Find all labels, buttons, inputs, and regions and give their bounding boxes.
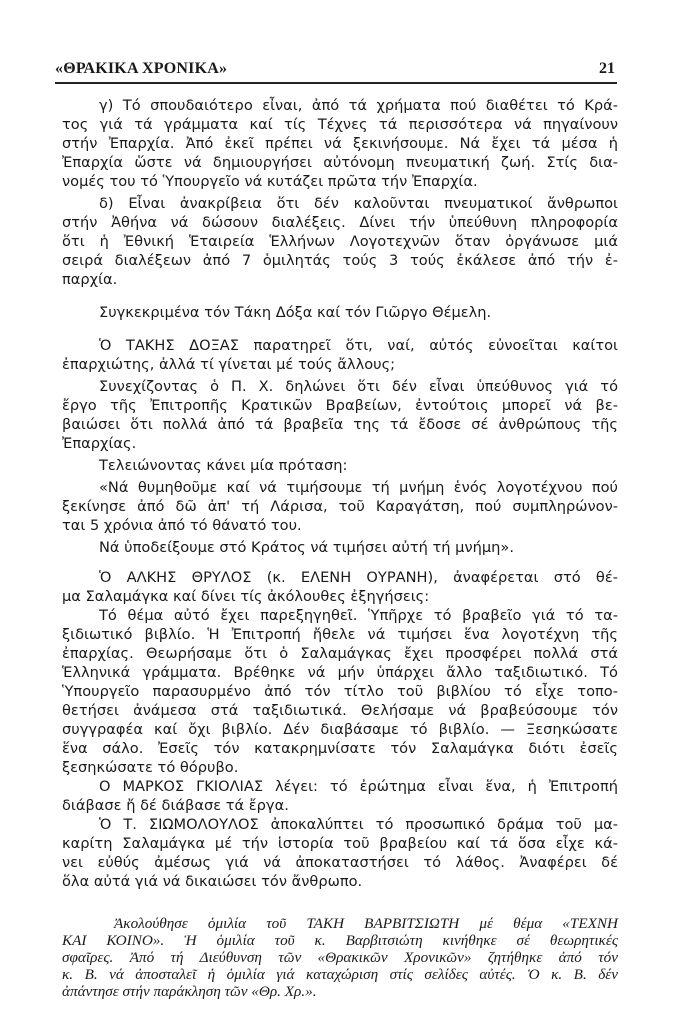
note-line: Ἀκολούθησε ὁμιλία τοῦ ΤΑΚΗ ΒΑΡΒΙΤΣΙΩΤΗ μέ θέμα «ΤΕΧΝΗ <box>114 915 618 932</box>
note-line: ἀπάντησε στήν παράκληση τῶν «Θρ. Χρ.». <box>62 983 317 1000</box>
note-line: ΚΑΙ ΚΟΙΝΟ». Ἡ ὁμιλία τοῦ κ. Βαρβιτσιώτη κινήθηκε σέ θεωρητικές <box>62 932 618 949</box>
text-line: συγγραφέα καί ὄχι βιβλίο. Δέν διαβάσαμε τό βιβλίο. — Ξεσηκώσατε <box>62 721 618 738</box>
text-line: νομές του τό Ὑπουργεῖο νά κυτάζει πρῶτα τήν Ἐπαρχία. <box>62 173 478 190</box>
paragraph <box>62 96 618 191</box>
text-line: στήν Ἐπαρχία. Ἀπό ἐκεῖ πρέπει νά ξεκινήσουμε. Νά ἔχει τά μέσα ἡ <box>62 135 618 152</box>
text-line: καρίτη Σαλαμάγκα μέ τήν ἱστορία τοῦ βραβείου καί τά ὅσα εἶχε κά- <box>62 835 618 852</box>
text-line: δ) Εἶναι ἀνακρίβεια ὅτι δέν καλοῦνται πνευματικοί ἄνθρωποι <box>99 195 618 212</box>
text-line: ἔργο τῆς Ἐπιτροπῆς Κρατικῶν Βραβείων, ἐντούτοις μπορεῖ νά βε- <box>62 397 618 414</box>
note-line: σφαῖρες. Ἀπό τή Διεύθυνση τῶν «Θρακικῶν Χρονικῶν» ζητήθηκε ἀπό τόν <box>62 949 618 966</box>
text-line: σειρά διαλέξεων ἀπό 7 ὁμιλητάς τούς 3 τούς ἐκάλεσε ἀπό τήν ἐ- <box>62 252 618 269</box>
text-line: μα Σαλαμάγκα καί δίνει τίς ἀκόλουθες ἐξηγήσεις: <box>62 588 430 605</box>
text-line: ται 5 χρόνια ἀπό τό θάνατό του. <box>62 517 302 534</box>
paragraph <box>62 194 618 289</box>
note-line: κ. Β. νά ἀποσταλεῖ ἡ ὁμιλία γιά καταχώριση στίς σελίδες αὐτές. Ὁ κ. Β. δέν <box>62 966 618 983</box>
text-line: γ) Τό σπουδαιότερο εἶναι, ἀπό τά χρήματα πού διαθέτει τό Κρά- <box>99 97 618 114</box>
text-line: Ο ΜΑΡΚΟΣ ΓΚΙΟΛΙΑΣ λέγει: τό ἐρώτημα εἶναι ἕνα, ἡ Ἐπιτροπή <box>99 778 618 795</box>
text-line: Ὁ ΑΛΚΗΣ ΘΡΥΛΟΣ (κ. ΕΛΕΝΗ ΟΥΡΑΝΗ), ἀναφέρεται στό θέ- <box>99 569 618 586</box>
text-line: «Νά θυμηθοῦμε καί νά τιμήσουμε τή μνήμη ἑνός λογοτέχνου πού <box>99 479 618 496</box>
paragraph <box>62 538 618 557</box>
paragraph <box>62 478 618 535</box>
text-line: ἐπαρχίας. Θεωρήσαμε ὅτι ὁ Σαλαμάγκας ἔχει προσφέρει πολλά στά <box>62 645 618 662</box>
paragraph <box>62 606 618 777</box>
text-line: Ἐπαρχίας. <box>62 435 137 452</box>
text-line: ξεκίνησε ἀπό δῶ ἀπ' τή Λάρισα, τοῦ Καραγάτση, πού συμπληρώνον- <box>62 498 618 515</box>
text-line: Τελειώνοντας κάνει μία πρόταση: <box>99 457 348 474</box>
text-line: ξεσηκώσατε τό θόρυβο. <box>62 759 239 776</box>
page-number: 21 <box>599 60 615 77</box>
paragraph <box>62 568 618 606</box>
text-line: ὅλα αὐτά γιά νά δικαιώσει τόν ἄνθρωπο. <box>62 873 363 890</box>
journal-title: «ΘΡΑΚΙΚΑ ΧΡΟΝΙΚΑ» <box>55 60 228 77</box>
text-line: Συγκεκριμένα τόν Τάκη Δόξα καί τόν Γιῶργο Θέμελη. <box>99 304 492 321</box>
text-line: Ὁ Τ. ΣΙΩΜΟΛΟΥΛΟΣ ἀποκαλύπτει τό προσωπικό δράμα τοῦ μα- <box>99 816 618 833</box>
text-line: ἐπαρχιώτης, ἀλλά τί γίνεται μέ τούς ἄλλους; <box>62 356 396 373</box>
text-line: νει εὐθύς ἀμέσως γιά νά ἀποκαταστήσει τό λάθος. Ἀναφέρει δέ <box>62 854 618 871</box>
text-line: βαιώσει ὅτι πολλά ἀπό τά βραβεῖα της τά ἔδοσε σέ ἀνθρώπους τῆς <box>62 416 618 433</box>
running-header <box>55 58 617 84</box>
text-line: θετήσει ἀνάμεσα στά ταξιδιωτικά. Θελήσαμε νά βραβεύσουμε τόν <box>62 702 618 719</box>
text-line: στήν Ἀθήνα νά δώσουν διαλέξεις. Δίνει τήν ὑπεύθυνη πληροφορία <box>62 214 618 231</box>
text-line: Ἑλληνικά γράμματα. Βρέθηκε νά μήν ὑπάρχει ἄλλο ταξιδιωτικό. Τό <box>62 664 618 681</box>
page-content <box>62 96 618 1000</box>
text-line: διάβασε ἤ δέ διάβασε τά ἔργα. <box>62 797 289 814</box>
text-line: Ὁ ΤΑΚΗΣ ΔΟΞΑΣ παρατηρεῖ ὅτι, ναί, αὐτός εὐνοεῖται καίτοι <box>99 337 618 354</box>
text-line: Συνεχίζοντας ὁ Π. Χ. δηλώνει ὅτι δέν εἶναι ὑπεύθυνος γιά τό <box>99 378 618 395</box>
text-line: τος γιά τά γράμματα καί τίς Τέχνες τά περισσότερα νά πηγαίνουν <box>62 116 618 133</box>
text-line: ξιδιωτικό βιβλίο. Ἡ Ἐπιτροπή ἤθελε νά τιμήσει ἕνα λογοτέχνη τῆς <box>62 626 618 643</box>
text-line: ὅτι ἡ Ἐθνική Ἑταιρεία Ἑλλήνων Λογοτεχνῶν ὅταν ὀργάνωσε μιά <box>62 233 618 250</box>
text-line: παρχία. <box>62 271 118 288</box>
paragraph <box>62 377 618 453</box>
paragraph <box>62 303 618 322</box>
paragraph <box>62 336 618 374</box>
paragraph <box>62 777 618 815</box>
text-line: Ἐπαρχία ὥστε νά δημιουργήσει αὐτόνομη πνευματική ζωή. Στίς δια- <box>62 154 618 171</box>
editorial-note <box>62 915 618 1000</box>
text-line: ἕνα σάλο. Ἐσεῖς τόν κατακρημνίσατε τόν Σαλαμάγκα διότι ἐσεῖς <box>62 740 618 757</box>
article-body <box>62 96 618 891</box>
text-line: Τό θέμα αὐτό ἔχει παρεξηγηθεῖ. Ὑπῆρχε τό βραβεῖο γιά τό τα- <box>99 607 618 624</box>
text-line: Ὑπουργεῖο παρασυρμένο ἀπό τόν τίτλο τοῦ βιβλίου τό εἶχε τοπο- <box>62 683 618 700</box>
paragraph <box>62 815 618 891</box>
text-line: Νά ὑποδείξουμε στό Κράτος νά τιμήσει αὐτή τή μνήμη». <box>99 539 514 556</box>
paragraph <box>62 456 618 475</box>
